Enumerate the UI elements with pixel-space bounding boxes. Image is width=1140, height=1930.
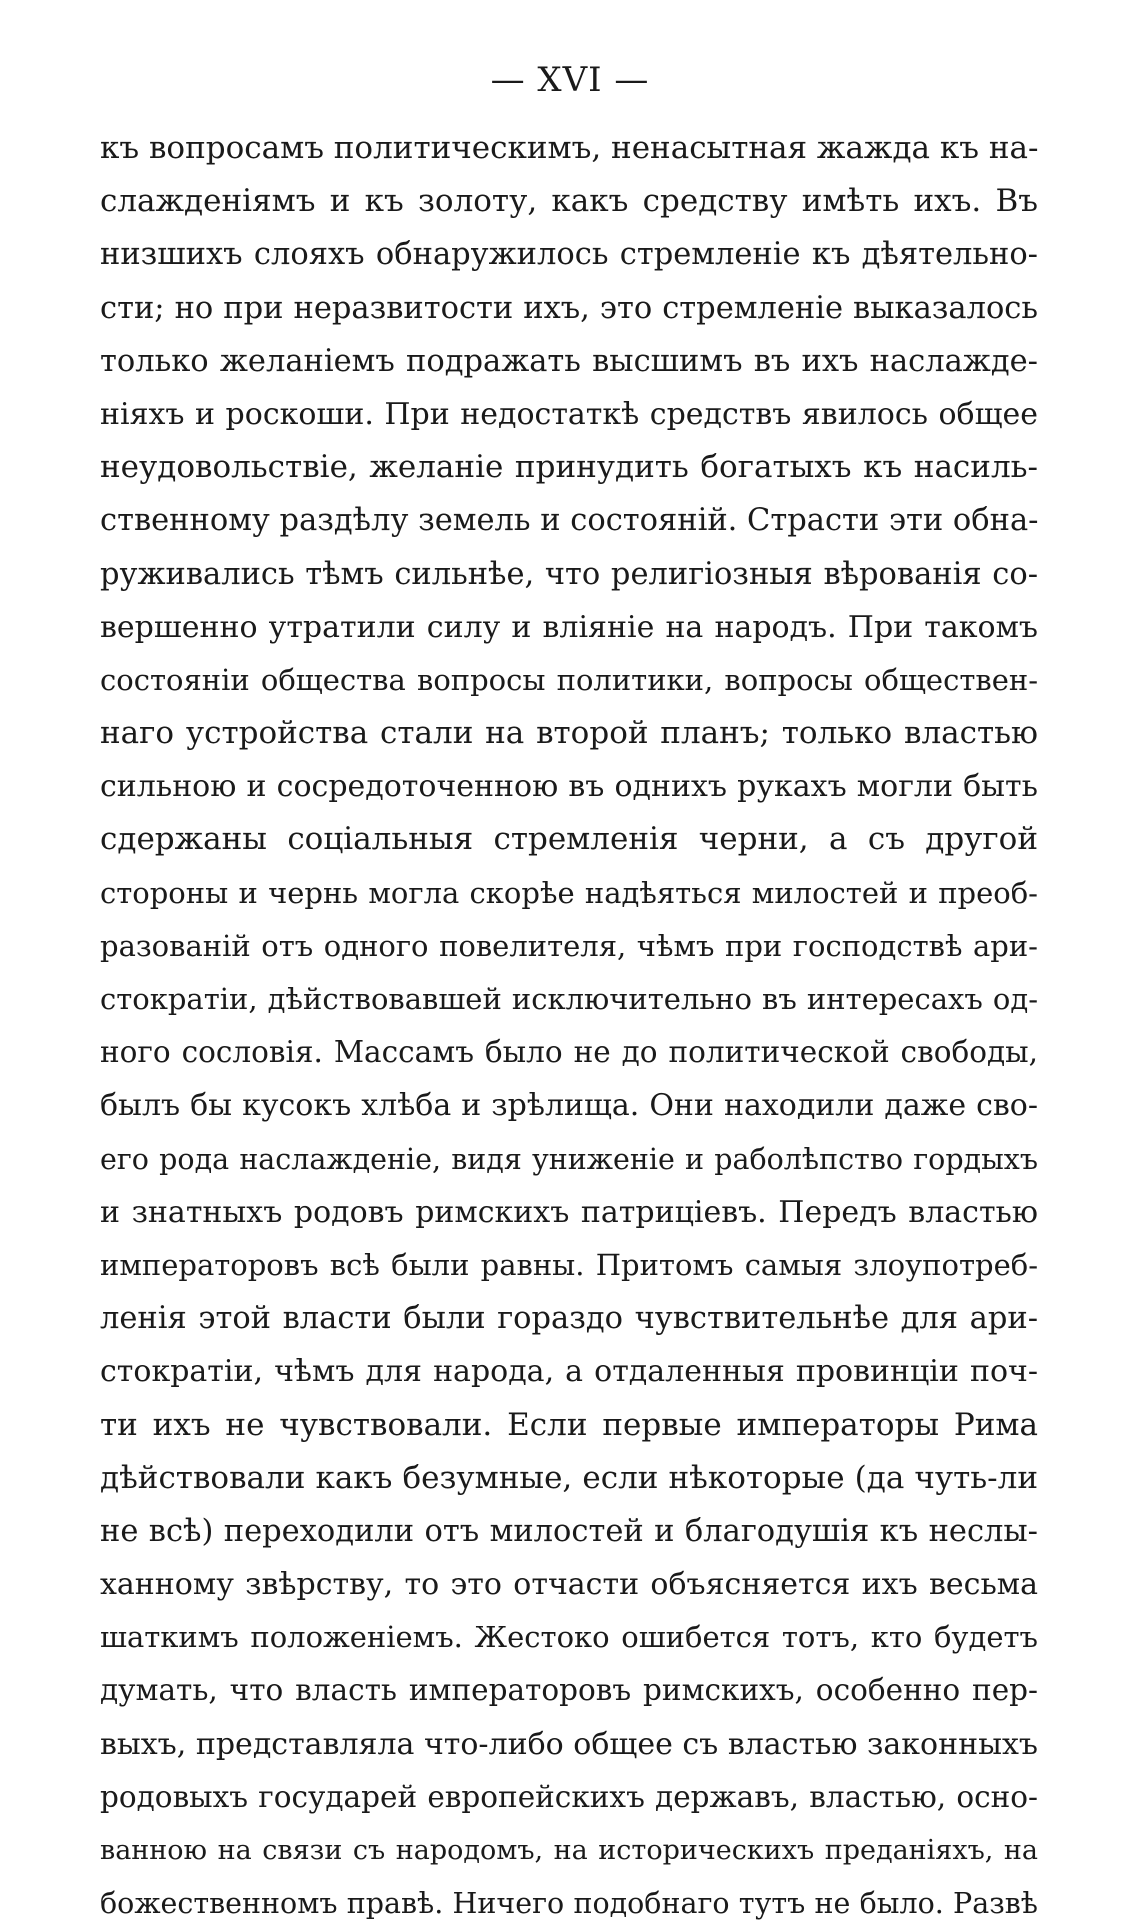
text-line: стократіи, чѣмъ для народа, а отдаленныя провинціи поч- bbox=[100, 1354, 1038, 1390]
text-line: руживались тѣмъ сильнѣе, что религіозныя вѣрованія со- bbox=[100, 556, 1038, 592]
page-number: — XVI — bbox=[490, 60, 650, 100]
text-line: выхъ, представляла что-либо общее съ властью законныхъ bbox=[100, 1726, 1038, 1762]
text-line: его рода наслажденіе, видя униженіе и раболѣпство гордыхъ bbox=[100, 1142, 1038, 1176]
text-line: дѣйствовали какъ безумные, если нѣкоторые (да чуть-ли bbox=[100, 1459, 1038, 1496]
body-text bbox=[100, 122, 1038, 1930]
text-line: ванною на связи съ народомъ, на историческихъ преданіяхъ, на bbox=[100, 1835, 1038, 1866]
text-line: состояніи общества вопросы политики, вопросы обществен- bbox=[100, 662, 1038, 697]
text-line: ти ихъ не чувствовали. Если первые императоры Рима bbox=[100, 1406, 1038, 1443]
text-line: сильною и сосредоточенною въ однихъ рукахъ могли быть bbox=[100, 769, 1038, 805]
text-line: слажденіямъ и къ золоту, какъ средству имѣть ихъ. Въ bbox=[100, 183, 1038, 220]
text-line: божественномъ правѣ. Ничего подобнаго тутъ не было. Развѣ bbox=[100, 1887, 1038, 1921]
text-line: только желаніемъ подражать высшимъ въ ихъ наслажде- bbox=[100, 343, 1038, 379]
text-line: сти; но при неразвитости ихъ, это стремленіе выказалось bbox=[100, 290, 1038, 326]
text-line: неудовольствіе, желаніе принудить богатыхъ къ насиль- bbox=[100, 449, 1038, 486]
text-line: вершенно утратили силу и вліяніе на народъ. При такомъ bbox=[100, 609, 1038, 645]
text-line: ленія этой власти были гораздо чувствительнѣе для ари- bbox=[100, 1301, 1038, 1337]
text-line: ніяхъ и роскоши. При недостаткѣ средствъ явилось общее bbox=[100, 396, 1038, 432]
text-line: сдержаны соціальныя стремленія черни, а съ другой bbox=[100, 821, 1038, 858]
text-line: наго устройства стали на второй планъ; только властью bbox=[100, 715, 1038, 752]
text-line: стократіи, дѣйствовавшей исключительно въ интересахъ од- bbox=[100, 982, 1038, 1016]
text-line: думать, что власть императоровъ римскихъ, особенно пер- bbox=[100, 1673, 1038, 1708]
text-line: разованій отъ одного повелителя, чѣмъ при господствѣ ари- bbox=[100, 928, 1038, 963]
text-line: ханному звѣрству, то это отчасти объясняется ихъ весьма bbox=[100, 1567, 1038, 1603]
text-line: къ вопросамъ политическимъ, ненасытная жажда къ на- bbox=[100, 130, 1038, 166]
text-line: ственному раздѣлу земель и состояній. Страсти эти обна- bbox=[100, 503, 1038, 539]
text-line: и знатныхъ родовъ римскихъ патриціевъ. Передъ властью bbox=[100, 1194, 1038, 1230]
text-line: былъ бы кусокъ хлѣба и зрѣлища. Они находили даже сво- bbox=[100, 1088, 1038, 1124]
text-line: стороны и чернь могла скорѣе надѣяться милостей и преоб- bbox=[100, 875, 1038, 910]
text-line: низшихъ слояхъ обнаружилось стремленіе къ дѣятельно- bbox=[100, 237, 1038, 273]
text-line: шаткимъ положеніемъ. Жестоко ошибется тотъ, кто будетъ bbox=[100, 1620, 1038, 1655]
text-line: императоровъ всѣ были равны. Притомъ самыя злоупотреб- bbox=[100, 1247, 1038, 1282]
text-line: ного сословія. Массамъ было не до политической свободы, bbox=[100, 1035, 1038, 1070]
text-line: родовыхъ государей европейскихъ державъ, властью, осно- bbox=[100, 1779, 1038, 1814]
text-line: не всѣ) переходили отъ милостей и благодушія къ неслы- bbox=[100, 1513, 1038, 1549]
